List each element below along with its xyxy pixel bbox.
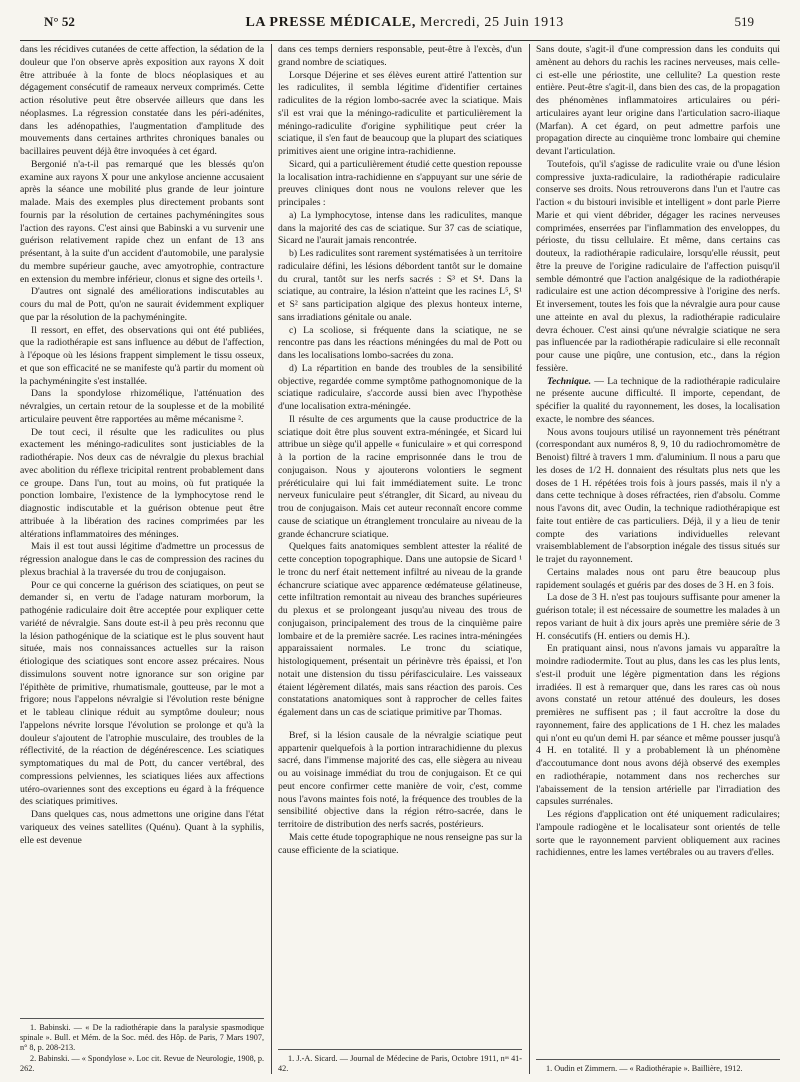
paragraph: Pour ce qui concerne la guérison des sciatiques, on peut se demander si, en vertu de l'adage naturam morborum, la pathogénie radiculaire doit être acceptée pour expliquer cette variété de névralgie. Sans doute est-il à peu près reconnu que la lésion pathogénique de la sciatique est le plus souvent haut située, mais nos connaissances actuelles sur la raison étiologique des sciatiques sont encore assez précaires. Nous dissimulons souvent notre ignorance sur son origine par l'épithète de primitive, rhumatismale, goutteuse, par le mot a frigore; nous l'appelons névralgie si l'évolution reste bénigne et le tableau clinique réduit au symptôme douleur; nous l'appelons névrite lorsque l'évolution se prolonge et qu'à la douleur s'ajoutent de l'atrophie musculaire, des troubles de la réflectivité, de la réaction de dégénérescence. Les sciatiques symptomatiques du mal de Pott, du cancer vertébral, des compressions pelviennes, les sciatiques liées aux affections utéro-ovariennes sont des exceptions eu égard à la fréquence des sciatiques primitives.	[20, 579, 264, 808]
paragraph: De tout ceci, il résulte que les radiculites ou plus exactement les méningo-radiculites sont justiciables de la radiothérapie. Nos deux cas de névralgie du plexus brachial avec abolition du réflexe tricipital rentrent probablement dans ce groupe. Dans l'un, tout au moins, où fut pratiquée la ponction lombaire, l'existence de la lymphocytose rend le diagnostic indiscutable et la guérison obtenue peut être attribuée à la libération des racines comprimées par les altérations inflammatoires des méninges.	[20, 426, 264, 540]
footnote: 1. Babinski. — « De la radiothérapie dans la paralysie spasmodique spinale ». Bull. et Mém. de la Soc. méd. des Hôp. de Paris, 7 Mars 1907, n° 8, p. 208-213.	[20, 1022, 264, 1053]
paragraph: Toutefois, qu'il s'agisse de radiculite vraie ou d'une lésion compressive juxta-radiculaire, la radiothérapie radiculaire conserve ses droits. Nous retrouverons dans l'un et l'autre cas l'action « du bistouri invisible et intelligent » dont parle Pierre Marie et qui vient débrider, dégager les racines nerveuses comprimées, enserrées par l'inflammation des enveloppes, du périoste, du tissu cellulaire. Et même, dans certains cas douteux, la radiothérapie radiculaire, lorsqu'elle réussit, peut être la preuve de l'origine radiculaire de l'affection puisqu'il semble démontré que l'action analgésique de la radiothérapie radiculaire est une action décompressive à l'origine des nerfs. Et inversement, toutes les fois que la névralgie aura pour cause une atteinte en aval du plexus, la radiothérapie radiculaire devra échouer. C'est ainsi qu'une névralgie sciatique ne sera pas influencée par la radiothérapie radiculaire si elle reconnaît pour cause une piqûre, une contusion, etc., dans la région fessière.	[536, 158, 780, 374]
article-columns	[20, 44, 780, 1074]
footnote: 1. Oudin et Zimmern. — « Radiothérapie ». Baillière, 1912.	[546, 1063, 743, 1073]
footnote: 1. J.-A. Sicard. — Journal de Médecine de Paris, Octobre 1911, nᵒˢ 41-42.	[278, 1053, 522, 1073]
page-header	[20, 14, 780, 41]
paragraph: Lorsque Déjerine et ses élèves eurent attiré l'attention sur les radiculites, il sembla légitime d'identifier certaines radiculites de la région lombo-sacrée avec la sciatique. Mais s'il est vrai que la méningo-radiculite et particulièrement la méningo-radiculite d'origine syphilitique peut créer la sciatique, il s'en faut de beaucoup que la plupart des sciatiques primitives aient une origine intra-rachidienne.	[278, 69, 522, 157]
paragraph: Certains malades nous ont paru être beaucoup plus rapidement soulagés et guéris par des doses de 3 H. en 3 fois.	[536, 566, 780, 591]
paragraph: Mais il est tout aussi légitime d'admettre un processus de régression analogue dans le cas de compression des racines du plexus brachial à la traversée du trou de conjugaison.	[20, 541, 264, 578]
paragraph: a) La lymphocytose, intense dans les radiculites, manque dans la majorité des cas de sciatique. Sur 37 cas de sciatique, Sicard ne l'aurait jamais rencontrée.	[278, 209, 522, 247]
paragraph: Dans quelques cas, nous admettons une origine dans l'état variqueux des veines satellites (Quénu). Quant à la syphilis, elle est devenue	[20, 809, 264, 846]
paragraph: Nous avons toujours utilisé un rayonnement très pénétrant (correspondant aux numéros 8, 9, 10 du radiochromomètre de Benoist) filtré à travers 1 mm. d'aluminium. Il nous a paru que les doses de 1/2 H. donnaient des résultats plus nets que les doses de 1 H. répétées trois fois à jours passés, mais il n'y a dans cette technique à doses réfractées, rien d'absolu. Comme nous l'avons dit, avec Oudin, la technique radiothérapique est faite tout entière de cas particuliers. Déjà, il y a lieu de tenir compte des variations individuelles relevant vraisemblablement de l'absorption inégale des tissus situés sur le trajet du rayonnement.	[536, 426, 780, 565]
paragraph: Sans doute, s'agit-il d'une compression dans les conduits qui amènent au dehors du rachis les racines nerveuses, mais celle-ci est-elle une périostite, une cellulite? La question reste entière. Peut-être s'agit-il, dans bien des cas, de la propagation des phénomènes inflammatoires articulaires ou péri-articulaires ayant leur origine dans l'articulation sacro-iliaque (Marfan). A cet égard, on peut admettre parfois une propagation directe au cinquième tronc lombaire qui chemine devant l'articulation.	[536, 44, 780, 157]
paragraph: Il résulte de ces arguments que la cause productrice de la sciatique doit être plus souvent extra-méningée, et Sicard lui attribue un siège qu'il appelle « funiculaire » et qui correspond à la portion de la racine emprisonnée dans le trou de conjugaison. Nous y ajouterons volontiers le segment préréticulaire qui lui fait immédiatement suite. Le tronc nerveux funiculaire peut s'étrangler, dit Sicard, au niveau du trou de conjugaison. Mais cet auteur reconnaît encore comme cause de sciatique un étranglement tronculaire au niveau de la grande échancrure sciatique.	[278, 413, 522, 540]
paragraph: La dose de 3 H. n'est pas toujours suffisante pour amener la guérison totale; il est nécessaire de soumettre les malades à un repos variant de huit à dix jours après une première série de 3 H. consécutifs (H. entiers ou demis H.).	[536, 592, 780, 642]
paragraph: dans les récidives cutanées de cette affection, la sédation de la douleur que l'on observe après exposition aux rayons X doit être attribuée à la fonte de blocs néoplasiques et au dégagement consécutif de rameaux nerveux comprimés. Cette action résolutive peut être observée ailleurs que dans les néoplasmes. La régression constatée dans les péri-adénites, dans les adénopathies, l'augmentation d'amplitude des mouvements dans certaines arthrites chroniques banales ou bacillaires peuvent déjà être invoquées à cet égard.	[20, 44, 264, 157]
paragraph: Bref, si la lésion causale de la névralgie sciatique peut appartenir quelquefois à la portion intrarachidienne du plexus sacré, dans l'immense majorité des cas, elle siègera au niveau ou au voisinage immédiat du trou de conjugaison. Et ce qui peut encore confirmer cette manière de voir, c'est, comme nous l'avons maintes fois noté, la fréquence des troubles de la sensibilité objective dans la région rétro-sacrée, dans le territoire de distribution des nerfs sacrés, postérieurs.	[278, 729, 522, 830]
issue-date: Mercredi, 25 Juin 1913	[420, 15, 564, 30]
paragraph: Il ressort, en effet, des observations qui ont été publiées, que la radiothérapie est sans influence au début de l'affection, à l'époque où les lésions frappent simplement le tissu osseux, et que son efficacité ne se manifeste qu'à partir du moment où la pachyméningite s'est installée.	[20, 324, 264, 387]
column-3-footnotes	[536, 1059, 780, 1074]
section-intro: — La technique de la radiothérapie radiculaire ne présente aucune difficulté. Il importe, cependant, de spécifier la qualité du rayonnement, les doses, la localisation exacte, le nombre des séances.	[536, 375, 780, 425]
paragraph: dans ces temps derniers responsable, peut-être à l'excès, d'un grand nombre de sciatiques.	[278, 44, 522, 68]
footnote: 2. Babinski. — « Spondylose ». Loc cit. Revue de Neurologie, 1908, p. 262.	[20, 1053, 264, 1073]
paragraph: En pratiquant ainsi, nous n'avons jamais vu apparaître la moindre radiodermite. Tout au plus, dans les cas les plus lents, s'est-il produit une légère pigmentation dans les régions irradiées. Il est à remarquer que, dans les rares cas où nous avons constaté un retour atténué des douleurs, les doses premières ne suffisent pas ; il faut accroître la dose du rayonnement, faire des applications de 1 H. chez les malades qui n'ont eu qu'un demi H. par séance et même pousser jusqu'à 4 H. en totalité. Il y a probablement là un phénomène d'accoutumance dont nous avons déjà observé des exemples en radiothérapie, notamment dans nos recherches sur l'abaissement de la tension artérielle par l'irradiation des capsules surrénales.	[536, 643, 780, 808]
paragraph: Les régions d'application ont été uniquement radiculaires; l'ampoule radiogène et le localisateur sont orientés de telle sorte que le rayonnement parvient obliquement aux racines rachidiennes, entre les lames vertébrales ou au travers d'elles.	[536, 809, 780, 859]
paragraph: Bergonié n'a-t-il pas remarqué que les blessés qu'on examine aux rayons X pour une ankylose ancienne accusaient après la séance une mobilité plus grande de leur jointure malade. Mais des exemples plus directement probants sont fournis par la résolution de certaines pachyméningites sous l'action des rayons. C'est ainsi que Babinski a vu survenir une guérison relativement rapide chez un enfant de 13 ans présentant, à la suite d'un accident d'automobile, une paralysie du membre supérieur gauche, avec amyotrophie, contracture en extension du membre inférieur, clonus et signe des orteils ¹.	[20, 158, 264, 285]
column-2-footnotes	[278, 1049, 522, 1074]
paragraph: Dans la spondylose rhizomélique, l'atténuation des névralgies, un certain retour de la souplesse et de la mobilité articulaire peuvent être rapportées au même mécanisme ².	[20, 388, 264, 425]
journal-name: LA PRESSE MÉDICALE,	[245, 15, 416, 30]
column-3-body	[536, 44, 780, 1053]
paragraph: b) Les radiculites sont rarement systématisées à un territoire radiculaire défini, les lésions débordent tantôt sur le domaine du crural, tantôt sur les nerfs sacrés : S³ et S⁴. Dans la sciatique, au contraire, la lésion n'atteint que les racines L⁵, S¹ et S² sans participation algique des plexus honteux interne, sans irradiations génitale ou anale.	[278, 248, 522, 323]
page-number: 519	[734, 14, 754, 29]
technique-paragraph	[536, 376, 780, 427]
paragraph: d) La répartition en bande des troubles de la sensibilité objective, regardée comme symptôme pathognomonique de la sciatique radiculaire, s'accorde aussi bien avec l'hypothèse d'une localisation extra-méningée.	[278, 362, 522, 412]
column-2-body	[278, 44, 522, 1043]
column-1-body	[20, 44, 264, 1012]
issue-number: N° 52	[44, 14, 75, 29]
column-2	[271, 44, 522, 1074]
paragraph: D'autres ont signalé des améliorations indiscutables au cours du mal de Pott, qu'on ne saurait évidemment expliquer que par la résolution de la pachyméningite.	[20, 286, 264, 323]
paragraph: Mais cette étude topographique ne nous renseigne pas sur la cause efficiente de la sciatique.	[278, 831, 522, 856]
column-3	[529, 44, 780, 1074]
section-title: Technique.	[547, 375, 592, 387]
column-1	[20, 44, 264, 1074]
paragraph: c) La scoliose, si fréquente dans la sciatique, ne se rencontre pas dans les réactions méningées du mal de Pott ou dans les localisations lombo-sacrées du zona.	[278, 324, 522, 361]
column-1-footnotes	[20, 1018, 264, 1074]
paragraph: Quelques faits anatomiques semblent attester la réalité de cette conception topographique. Dans une autopsie de Sicard ¹ le tronc du nerf était nettement infiltré au niveau de la grande échancrure sciatique avec apparence œdémateuse gélatineuse, cette infiltration remontait au niveau des branches supérieures du plexus et se prolongeant jusqu'au niveau des trous de conjugaison, principalement des trous de la cinquième paire lombaire et de la première sacrée. Les racines intra-méningées apparaissaient normales. Le tronc du sciatique, histologiquement, présentait un périnèvre très épaissi, et l'on notait une distension du tissu périfasciculaire. Les vaisseaux étaient légèrement dilatés, mais sans réaction des parois. Ces constatations anatomiques sont à rapprocher de celles faites également dans un cas de sciatique primitive par Thomas.	[278, 541, 522, 718]
paragraph: Sicard, qui a particulièrement étudié cette question repousse la localisation intra-rachidienne en s'appuyant sur une série de preuves cliniques dont nous ne voulons relever que les principales :	[278, 158, 522, 208]
journal-title-line	[245, 15, 563, 31]
